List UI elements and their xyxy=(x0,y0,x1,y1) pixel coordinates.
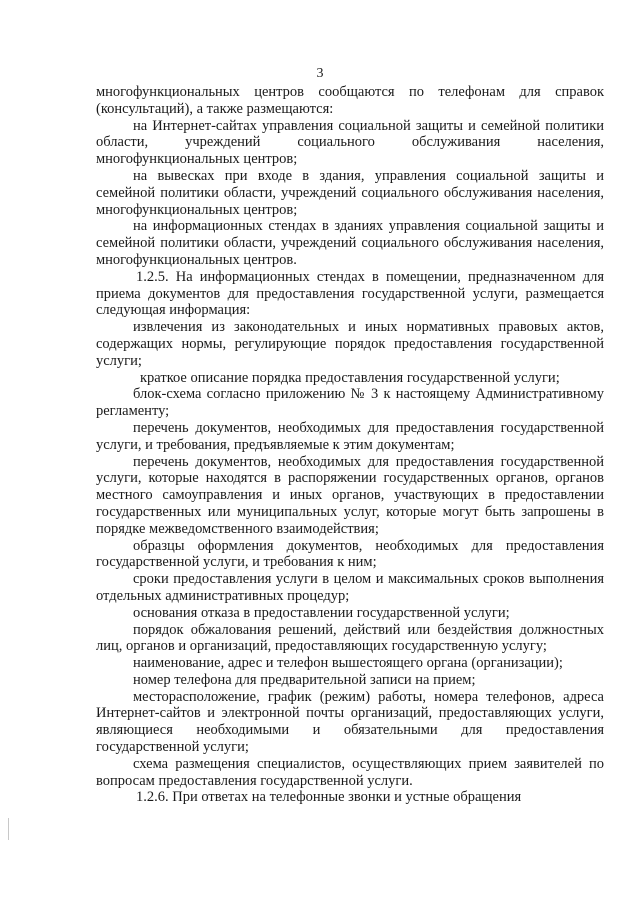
paragraph: на информационных стендах в зданиях управления социальной защиты и семейной политики области, учреждений социального обслуживания населения, многофункциональных центров. xyxy=(96,218,604,268)
scan-margin-mark xyxy=(8,818,9,840)
paragraph: на Интернет-сайтах управления социальной защиты и семейной политики области, учреждений социального обслуживания населения, многофункциональных центров; xyxy=(96,117,604,168)
paragraph: образцы оформления документов, необходимых для предоставления государственной услуги, и требования к ним; xyxy=(96,537,604,571)
document-body xyxy=(96,84,604,806)
paragraph: основания отказа в предоставлении государственной услуги; xyxy=(133,604,510,621)
paragraph: многофункциональных центров сообщаются по телефонам для справок (консультаций), а также размещаются: xyxy=(96,84,604,117)
paragraph: порядок обжалования решений, действий или бездействия должностных лиц, органов и организаций, предоставляющих государственную услугу; xyxy=(96,621,604,655)
paragraph: схема размещения специалистов, осуществляющих прием заявителей по вопросам предоставления государственной услуги. xyxy=(96,755,604,789)
paragraph: блок-схема согласно приложению № 3 к настоящему Административному регламенту; xyxy=(96,386,604,420)
section-paragraph: 1.2.6. При ответах на телефонные звонки и устные обращения xyxy=(136,789,522,806)
paragraph: номер телефона для предварительной записи на прием; xyxy=(133,671,476,688)
paragraph: перечень документов, необходимых для предоставления государственной услуги, и требования, предъявляемые к этим документам; xyxy=(96,419,604,453)
paragraph: месторасположение, график (режим) работы, номера телефонов, адреса Интернет-сайтов и электронной почты организаций, предоставляющих услуги, являющиеся необходимыми и обязательными для предоставления государственной услуги; xyxy=(96,688,604,756)
paragraph: сроки предоставления услуги в целом и максимальных сроков выполнения отдельных административных процедур; xyxy=(96,571,604,604)
paragraph: перечень документов, необходимых для предоставления государственной услуги, которые находятся в распоряжении государственных органов, органов местного самоуправления и иных органов, участвующих в предоставлении государственных или муниципальных услуг, которые могут быть запрошены в порядке межведомственного взаимодействия; xyxy=(96,453,604,537)
paragraph: извлечения из законодательных и иных нормативных правовых актов, содержащих нормы, регулирующие порядок предоставления государственной услуги; xyxy=(96,319,604,369)
section-paragraph: 1.2.5. На информационных стендах в помещении, предназначенном для приема документов для предоставления государственной услуги, размещается следующая информация: xyxy=(96,268,604,319)
paragraph: наименование, адрес и телефон вышестоящего органа (организации); xyxy=(133,655,563,672)
paragraph: на вывесках при входе в здания, управления социальной защиты и семейной политики области, учреждений социального обслуживания населения, многофункциональных центров; xyxy=(96,167,604,218)
page-number: 3 xyxy=(316,66,324,81)
paragraph: краткое описание порядка предоставления государственной услуги; xyxy=(140,369,560,386)
